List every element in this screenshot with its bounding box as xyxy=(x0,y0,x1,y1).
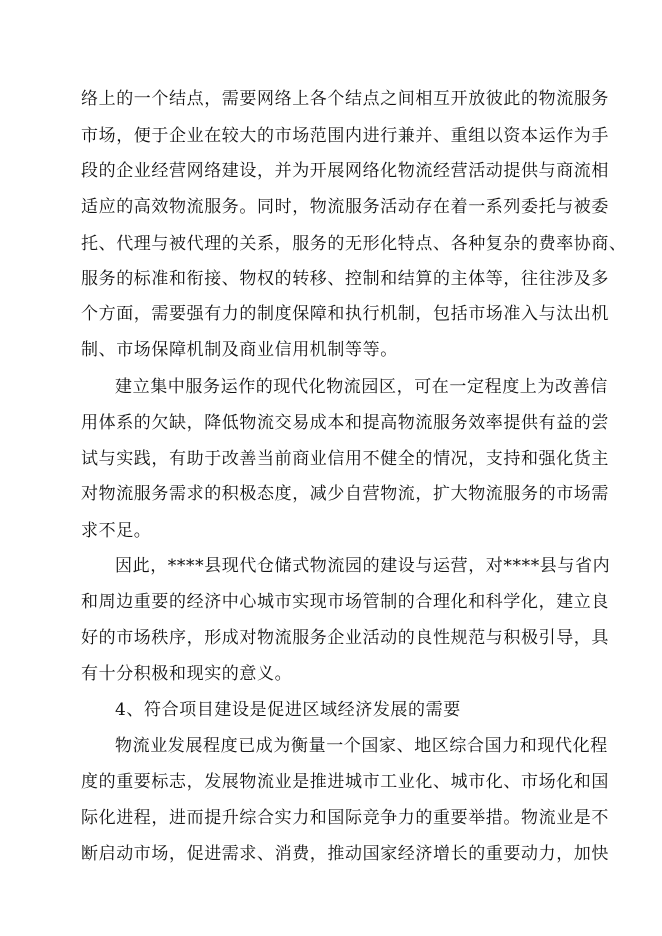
text-line: 络上的一个结点，需要网络上各个结点之间相互开放彼此的物流服务 xyxy=(81,89,609,109)
text-line: 求不足。 xyxy=(81,521,152,541)
text-line: 制、市场保障机制及商业信用机制等等。 xyxy=(81,340,398,360)
text-line: 际化进程，进而提升综合实力和国际竞争力的重要举措。物流业是不 xyxy=(81,808,609,828)
paragraph-first-line: 因此，****县现代仓储式物流园的建设与运营，对****县与省内 xyxy=(115,556,611,576)
text-line: 断启动市场，促进需求、消费，推动国家经济增长的重要动力，加快 xyxy=(81,844,609,864)
text-line: 用体系的欠缺，降低物流交易成本和提高物流服务效率提供有益的尝 xyxy=(81,413,609,433)
text-line: 度的重要标志，发展物流业是推进城市工业化、城市化、市场化和国 xyxy=(81,772,609,792)
text-line: 个方面，需要强有力的制度保障和执行机制，包括市场准入与汰出机 xyxy=(81,304,609,324)
text-line: 市场，便于企业在较大的市场范围内进行兼并、重组以资本运作为手 xyxy=(81,126,609,146)
text-line: 有十分积极和现实的意义。 xyxy=(81,664,293,684)
text-line: 服务的标准和衔接、物权的转移、控制和结算的主体等，往往涉及多 xyxy=(81,269,609,289)
paragraph-first-line: 建立集中服务运作的现代化物流园区，可在一定程度上为改善信 xyxy=(115,377,608,397)
text-line: 好的市场秩序，形成对物流服务企业活动的良性规范与积极引导，具 xyxy=(81,628,609,648)
text-line: 试与实践，有助于改善当前商业信用不健全的情况，支持和强化货主 xyxy=(81,449,609,469)
paragraph-first-line: 物流业发展程度已成为衡量一个国家、地区综合国力和现代化程 xyxy=(115,736,608,756)
text-line: 和周边重要的经济中心城市实现市场管制的合理化和科学化，建立良 xyxy=(81,592,609,612)
text-line: 段的企业经营网络建设，并为开展网络化物流经营活动提供与商流相 xyxy=(81,161,609,181)
text-line: 托、代理与被代理的关系，服务的无形化特点、各种复杂的费率协商、 xyxy=(81,234,627,254)
text-line: 对物流服务需求的积极态度，减少自营物流，扩大物流服务的市场需 xyxy=(81,484,609,504)
text-line: 适应的高效物流服务。同时，物流服务活动存在着一系列委托与被委 xyxy=(81,197,609,217)
section-heading: 4、符合项目建设是促进区域经济发展的需要 xyxy=(115,700,461,720)
